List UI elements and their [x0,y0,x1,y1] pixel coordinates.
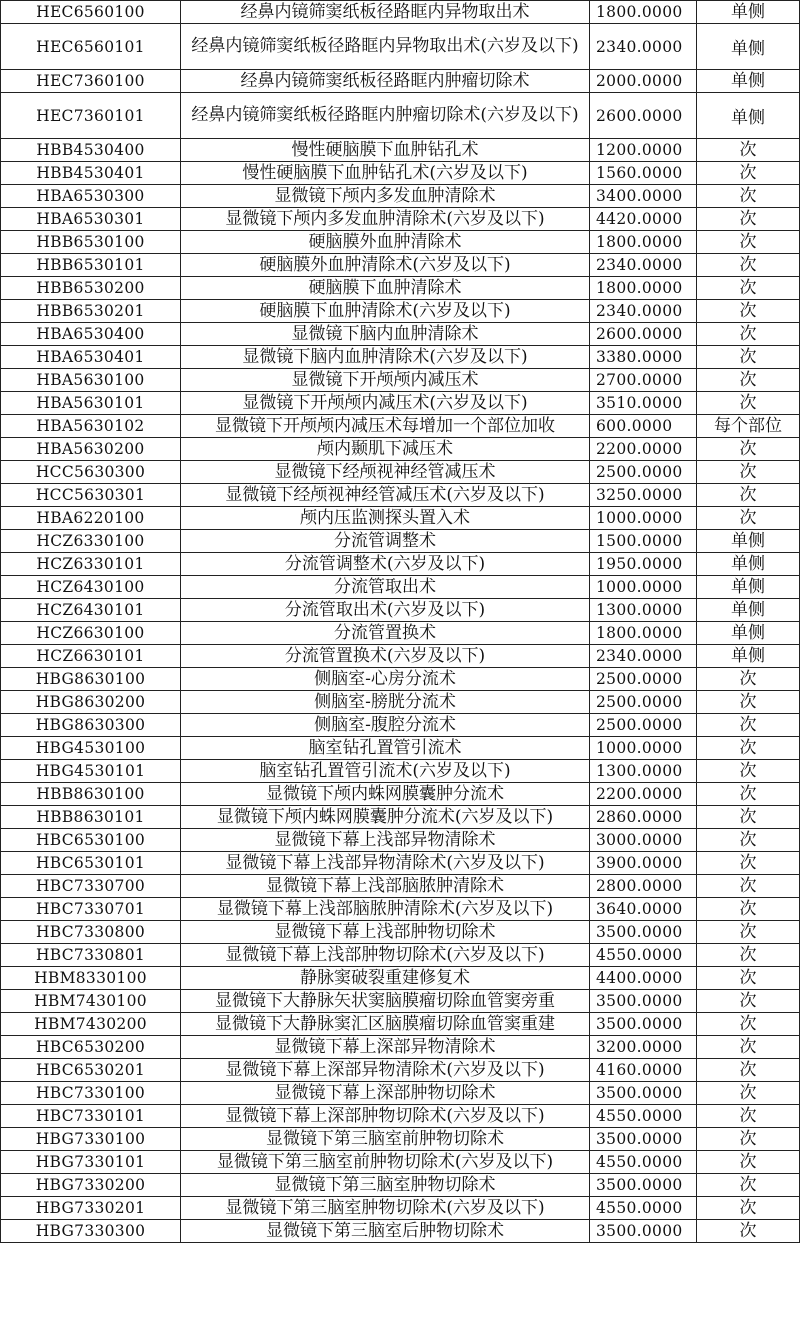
item-price-cell: 4550.0000 [590,1197,697,1220]
item-unit-cell: 单侧 [697,1,800,24]
table-row [1,1197,800,1220]
item-price-cell: 4550.0000 [590,1105,697,1128]
table-row [1,691,800,714]
table-row [1,875,800,898]
item-price-cell: 3640.0000 [590,898,697,921]
table-row [1,208,800,231]
item-unit-cell: 单侧 [697,622,800,645]
item-name-cell: 显微镜下颅内蛛网膜囊肿分流术(六岁及以下) [181,806,590,829]
table-row [1,668,800,691]
item-price-cell: 3510.0000 [590,392,697,415]
item-unit-cell: 次 [697,507,800,530]
item-price-cell: 3200.0000 [590,1036,697,1059]
table-row [1,24,800,70]
item-name-cell: 显微镜下幕上深部肿物切除术(六岁及以下) [181,1105,590,1128]
table-row [1,484,800,507]
item-name-cell: 显微镜下开颅颅内减压术(六岁及以下) [181,392,590,415]
item-unit-cell: 次 [697,1059,800,1082]
item-code-cell: HBA6530301 [1,208,181,231]
table-body [1,1,800,1243]
table-row [1,921,800,944]
item-code-cell: HCZ6330100 [1,530,181,553]
item-price-cell: 4160.0000 [590,1059,697,1082]
item-code-cell: HBA6220100 [1,507,181,530]
item-code-cell: HBC6530101 [1,852,181,875]
item-name-cell: 显微镜下第三脑室肿物切除术 [181,1174,590,1197]
item-price-cell: 1200.0000 [590,139,697,162]
item-price-cell: 2800.0000 [590,875,697,898]
item-code-cell: HBC7330100 [1,1082,181,1105]
item-code-cell: HBC7330801 [1,944,181,967]
item-price-cell: 2340.0000 [590,254,697,277]
item-name-cell: 侧脑室-膀胱分流术 [181,691,590,714]
item-price-cell: 2200.0000 [590,783,697,806]
table-row [1,553,800,576]
item-code-cell: HBA6530401 [1,346,181,369]
item-name-cell: 显微镜下幕上浅部脑脓肿清除术 [181,875,590,898]
item-name-cell: 显微镜下幕上深部肿物切除术 [181,1082,590,1105]
item-unit-cell: 单侧 [697,576,800,599]
item-name-cell: 分流管置换术(六岁及以下) [181,645,590,668]
item-name-cell: 显微镜下幕上深部异物清除术 [181,1036,590,1059]
item-code-cell: HBM7430200 [1,1013,181,1036]
item-unit-cell: 单侧 [697,599,800,622]
item-name-cell: 显微镜下第三脑室肿物切除术(六岁及以下) [181,1197,590,1220]
table-row [1,162,800,185]
item-name-cell: 颅内颞肌下减压术 [181,438,590,461]
item-name-cell: 经鼻内镜筛窦纸板径路眶内异物取出术(六岁及以下) [181,24,590,70]
item-price-cell: 1000.0000 [590,507,697,530]
item-price-cell: 2500.0000 [590,691,697,714]
item-code-cell: HBB6530100 [1,231,181,254]
item-unit-cell: 次 [697,346,800,369]
item-price-cell: 2500.0000 [590,714,697,737]
item-unit-cell: 次 [697,852,800,875]
item-unit-cell: 次 [697,1082,800,1105]
item-code-cell: HBC7330101 [1,1105,181,1128]
table-row [1,737,800,760]
item-name-cell: 慢性硬脑膜下血肿钻孔术(六岁及以下) [181,162,590,185]
item-price-cell: 3500.0000 [590,1013,697,1036]
item-code-cell: HBC6530200 [1,1036,181,1059]
table-row [1,323,800,346]
item-name-cell: 显微镜下幕上浅部异物清除术(六岁及以下) [181,852,590,875]
table-row [1,1174,800,1197]
item-price-cell: 3500.0000 [590,1220,697,1243]
item-price-cell: 2500.0000 [590,668,697,691]
item-code-cell: HCZ6430100 [1,576,181,599]
item-price-cell: 2200.0000 [590,438,697,461]
item-code-cell: HBB4530401 [1,162,181,185]
table-row [1,415,800,438]
item-price-cell: 2340.0000 [590,645,697,668]
item-code-cell: HBB6530201 [1,300,181,323]
item-price-cell: 2860.0000 [590,806,697,829]
item-price-cell: 4550.0000 [590,944,697,967]
item-price-cell: 3500.0000 [590,990,697,1013]
table-row [1,898,800,921]
item-price-cell: 3000.0000 [590,829,697,852]
table-row [1,714,800,737]
item-unit-cell: 次 [697,461,800,484]
item-price-cell: 2600.0000 [590,323,697,346]
table-row [1,1036,800,1059]
item-code-cell: HBA5630101 [1,392,181,415]
item-price-cell: 1300.0000 [590,599,697,622]
item-unit-cell: 单侧 [697,93,800,139]
item-unit-cell: 次 [697,921,800,944]
table-row [1,1105,800,1128]
item-unit-cell: 次 [697,369,800,392]
table-row [1,277,800,300]
item-price-cell: 2340.0000 [590,300,697,323]
item-price-cell: 4420.0000 [590,208,697,231]
item-code-cell: HBG7330201 [1,1197,181,1220]
item-code-cell: HBG7330100 [1,1128,181,1151]
table-row [1,461,800,484]
item-code-cell: HBG7330300 [1,1220,181,1243]
table-row [1,1151,800,1174]
table-row [1,829,800,852]
table-row [1,1082,800,1105]
item-unit-cell: 次 [697,484,800,507]
table-row [1,806,800,829]
table-row [1,139,800,162]
item-unit-cell: 次 [697,714,800,737]
item-unit-cell: 次 [697,875,800,898]
item-price-cell: 3500.0000 [590,921,697,944]
item-name-cell: 显微镜下脑内血肿清除术 [181,323,590,346]
item-code-cell: HCZ6630101 [1,645,181,668]
item-code-cell: HBG4530101 [1,760,181,783]
item-price-cell: 4550.0000 [590,1151,697,1174]
table-row [1,369,800,392]
item-code-cell: HBG7330101 [1,1151,181,1174]
item-name-cell: 显微镜下幕上浅部异物清除术 [181,829,590,852]
item-name-cell: 显微镜下颅内蛛网膜囊肿分流术 [181,783,590,806]
item-unit-cell: 次 [697,944,800,967]
item-unit-cell: 次 [697,668,800,691]
item-price-cell: 3500.0000 [590,1128,697,1151]
item-name-cell: 分流管置换术 [181,622,590,645]
table-row [1,852,800,875]
item-unit-cell: 次 [697,1197,800,1220]
table-row [1,254,800,277]
item-name-cell: 分流管调整术 [181,530,590,553]
item-code-cell: HBC6530201 [1,1059,181,1082]
item-unit-cell: 单侧 [697,553,800,576]
table-row [1,70,800,93]
item-code-cell: HBA5630200 [1,438,181,461]
item-unit-cell: 次 [697,967,800,990]
item-price-cell: 2500.0000 [590,461,697,484]
item-unit-cell: 次 [697,277,800,300]
item-unit-cell: 次 [697,990,800,1013]
item-unit-cell: 次 [697,737,800,760]
item-code-cell: HBA6530400 [1,323,181,346]
item-name-cell: 经鼻内镜筛窦纸板径路眶内肿瘤切除术(六岁及以下) [181,93,590,139]
item-code-cell: HBC7330700 [1,875,181,898]
item-code-cell: HBC6530100 [1,829,181,852]
item-name-cell: 脑室钻孔置管引流术 [181,737,590,760]
item-code-cell: HBG8630200 [1,691,181,714]
item-unit-cell: 次 [697,1151,800,1174]
table-row [1,760,800,783]
table-row [1,438,800,461]
item-name-cell: 分流管调整术(六岁及以下) [181,553,590,576]
table-row [1,1,800,24]
item-unit-cell: 单侧 [697,70,800,93]
item-name-cell: 显微镜下第三脑室前肿物切除术 [181,1128,590,1151]
item-code-cell: HBA5630100 [1,369,181,392]
item-code-cell: HCZ6430101 [1,599,181,622]
item-price-cell: 3400.0000 [590,185,697,208]
item-unit-cell: 每个部位 [697,415,800,438]
table-row [1,645,800,668]
item-name-cell: 显微镜下幕上浅部肿物切除术 [181,921,590,944]
item-name-cell: 经鼻内镜筛窦纸板径路眶内异物取出术 [181,1,590,24]
item-price-cell: 2000.0000 [590,70,697,93]
item-code-cell: HBB6530200 [1,277,181,300]
item-unit-cell: 次 [697,1220,800,1243]
item-unit-cell: 次 [697,162,800,185]
item-name-cell: 经鼻内镜筛窦纸板径路眶内肿瘤切除术 [181,70,590,93]
item-price-cell: 600.0000 [590,415,697,438]
table-row [1,300,800,323]
item-name-cell: 显微镜下开颅颅内减压术 [181,369,590,392]
item-price-cell: 1000.0000 [590,737,697,760]
table-row [1,1059,800,1082]
item-code-cell: HCC5630300 [1,461,181,484]
item-code-cell: HBM8330100 [1,967,181,990]
item-price-cell: 2700.0000 [590,369,697,392]
table-row [1,576,800,599]
item-code-cell: HBG7330200 [1,1174,181,1197]
table-row [1,1220,800,1243]
item-code-cell: HBB4530400 [1,139,181,162]
item-price-cell: 3250.0000 [590,484,697,507]
table-row [1,93,800,139]
item-name-cell: 侧脑室-心房分流术 [181,668,590,691]
item-price-cell: 2340.0000 [590,24,697,70]
item-unit-cell: 次 [697,438,800,461]
item-unit-cell: 次 [697,829,800,852]
item-code-cell: HEC6560101 [1,24,181,70]
item-code-cell: HBA6530300 [1,185,181,208]
item-unit-cell: 次 [697,1174,800,1197]
item-name-cell: 颅内压监测探头置入术 [181,507,590,530]
table-row [1,783,800,806]
item-price-cell: 3500.0000 [590,1174,697,1197]
item-code-cell: HBB8630101 [1,806,181,829]
item-name-cell: 慢性硬脑膜下血肿钻孔术 [181,139,590,162]
item-code-cell: HEC6560100 [1,1,181,24]
item-unit-cell: 单侧 [697,645,800,668]
table-row [1,231,800,254]
item-price-cell: 1800.0000 [590,622,697,645]
item-unit-cell: 次 [697,1128,800,1151]
item-unit-cell: 单侧 [697,24,800,70]
item-code-cell: HCZ6630100 [1,622,181,645]
item-name-cell: 显微镜下第三脑室前肿物切除术(六岁及以下) [181,1151,590,1174]
item-code-cell: HEC7360101 [1,93,181,139]
table-row [1,1128,800,1151]
item-price-cell: 1800.0000 [590,231,697,254]
table-row [1,1013,800,1036]
item-price-cell: 3900.0000 [590,852,697,875]
item-name-cell: 显微镜下颅内多发血肿清除术 [181,185,590,208]
item-unit-cell: 次 [697,806,800,829]
table-row [1,944,800,967]
item-price-cell: 1950.0000 [590,553,697,576]
item-price-cell: 1000.0000 [590,576,697,599]
item-name-cell: 静脉窦破裂重建修复术 [181,967,590,990]
item-unit-cell: 次 [697,1105,800,1128]
item-name-cell: 显微镜下大静脉矢状窦脑膜瘤切除血管窦旁重 [181,990,590,1013]
item-name-cell: 分流管取出术 [181,576,590,599]
item-name-cell: 显微镜下脑内血肿清除术(六岁及以下) [181,346,590,369]
item-code-cell: HBM7430100 [1,990,181,1013]
item-name-cell: 脑室钻孔置管引流术(六岁及以下) [181,760,590,783]
item-name-cell: 显微镜下大静脉窦汇区脑膜瘤切除血管窦重建 [181,1013,590,1036]
item-unit-cell: 次 [697,254,800,277]
item-unit-cell: 次 [697,185,800,208]
item-name-cell: 显微镜下颅内多发血肿清除术(六岁及以下) [181,208,590,231]
item-name-cell: 硬脑膜外血肿清除术 [181,231,590,254]
item-code-cell: HBA5630102 [1,415,181,438]
item-price-cell: 3500.0000 [590,1082,697,1105]
item-code-cell: HBC7330800 [1,921,181,944]
item-price-cell: 1800.0000 [590,1,697,24]
item-unit-cell: 次 [697,898,800,921]
item-name-cell: 显微镜下开颅颅内减压术每增加一个部位加收 [181,415,590,438]
item-unit-cell: 次 [697,392,800,415]
item-code-cell: HCZ6330101 [1,553,181,576]
item-unit-cell: 次 [697,1013,800,1036]
item-unit-cell: 次 [697,760,800,783]
item-price-cell: 1800.0000 [590,277,697,300]
item-code-cell: HEC7360100 [1,70,181,93]
item-code-cell: HBC7330701 [1,898,181,921]
item-code-cell: HBG8630300 [1,714,181,737]
table-row [1,346,800,369]
item-unit-cell: 次 [697,231,800,254]
item-price-cell: 1300.0000 [590,760,697,783]
item-price-cell: 1560.0000 [590,162,697,185]
item-name-cell: 硬脑膜下血肿清除术 [181,277,590,300]
item-name-cell: 显微镜下经颅视神经管减压术(六岁及以下) [181,484,590,507]
item-code-cell: HBG8630100 [1,668,181,691]
item-name-cell: 硬脑膜下血肿清除术(六岁及以下) [181,300,590,323]
item-code-cell: HBB8630100 [1,783,181,806]
item-name-cell: 显微镜下幕上浅部脑脓肿清除术(六岁及以下) [181,898,590,921]
item-name-cell: 显微镜下经颅视神经管减压术 [181,461,590,484]
item-unit-cell: 次 [697,691,800,714]
item-unit-cell: 次 [697,300,800,323]
table-row [1,622,800,645]
item-unit-cell: 单侧 [697,530,800,553]
item-price-cell: 4400.0000 [590,967,697,990]
item-name-cell: 侧脑室-腹腔分流术 [181,714,590,737]
item-price-cell: 1500.0000 [590,530,697,553]
table-row [1,392,800,415]
item-name-cell: 显微镜下幕上浅部肿物切除术(六岁及以下) [181,944,590,967]
item-price-cell: 2600.0000 [590,93,697,139]
item-code-cell: HBG4530100 [1,737,181,760]
table-row [1,990,800,1013]
table-row [1,185,800,208]
item-code-cell: HCC5630301 [1,484,181,507]
item-unit-cell: 次 [697,783,800,806]
table-row [1,967,800,990]
item-unit-cell: 次 [697,208,800,231]
item-unit-cell: 次 [697,1036,800,1059]
item-unit-cell: 次 [697,323,800,346]
item-name-cell: 分流管取出术(六岁及以下) [181,599,590,622]
table-row [1,599,800,622]
table-row [1,507,800,530]
item-code-cell: HBB6530101 [1,254,181,277]
table-row [1,530,800,553]
item-name-cell: 硬脑膜外血肿清除术(六岁及以下) [181,254,590,277]
item-unit-cell: 次 [697,139,800,162]
item-price-cell: 3380.0000 [590,346,697,369]
item-name-cell: 显微镜下第三脑室后肿物切除术 [181,1220,590,1243]
item-name-cell: 显微镜下幕上深部异物清除术(六岁及以下) [181,1059,590,1082]
